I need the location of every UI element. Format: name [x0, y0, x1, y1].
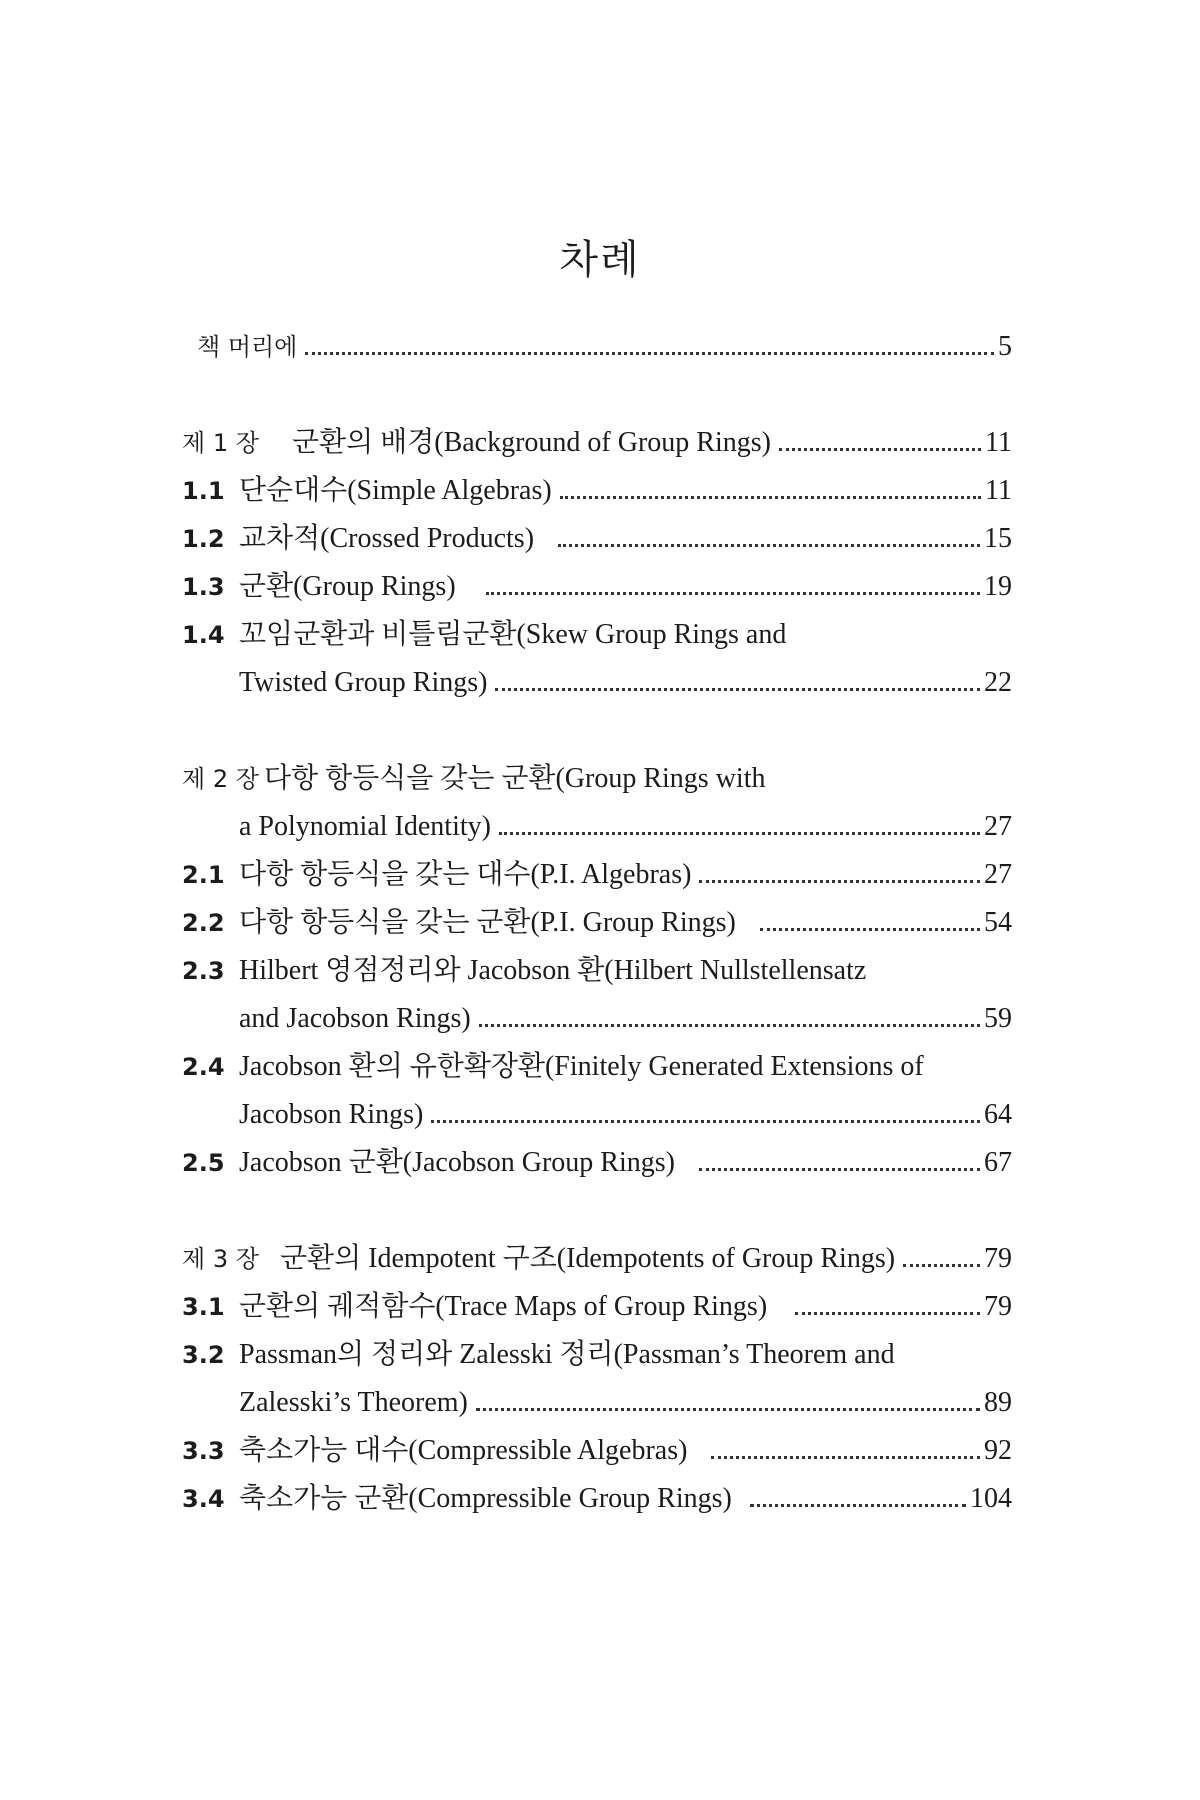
section-number: 2.2 — [182, 909, 225, 937]
dot-leader — [699, 879, 980, 883]
toc-section-1-4[interactable] — [182, 616, 1012, 654]
dot-leader — [750, 1503, 966, 1507]
section-number: 1.2 — [182, 525, 225, 553]
page-title: 차례 — [559, 237, 641, 283]
section-title: 축소가능 대수(Compressible Algebras) — [239, 1435, 688, 1466]
toc-section-3-4[interactable] — [182, 1480, 1012, 1518]
toc-page-number: 92 — [984, 1435, 1012, 1466]
toc-page-number: 67 — [984, 1147, 1012, 1178]
section-title: Passman의 정리와 Zalesski 정리(Passman’s Theorem and — [239, 1339, 895, 1370]
toc-section-2-1[interactable] — [182, 856, 1012, 894]
toc-page-number: 19 — [984, 571, 1012, 602]
dot-leader — [499, 831, 980, 835]
dot-leader — [795, 1311, 980, 1315]
section-title-continued: and Jacobson Rings) — [239, 1003, 471, 1034]
chapter-title: 군환의 배경(Background of Group Rings) — [292, 427, 771, 458]
toc-section-2-3[interactable] — [182, 952, 1012, 990]
toc-section-1-2[interactable] — [182, 520, 1012, 558]
section-title: 단순대수(Simple Algebras) — [239, 475, 552, 506]
dot-leader — [779, 447, 981, 451]
dot-leader — [486, 591, 980, 595]
section-title-continued: Zalesski’s Theorem) — [239, 1387, 468, 1418]
toc-section-2-3-continued[interactable] — [239, 1000, 1012, 1038]
chapter-prefix: 제 3 장 — [182, 1245, 259, 1273]
toc-section-3-2-continued[interactable] — [239, 1384, 1012, 1422]
toc-chapter-2[interactable] — [182, 760, 1012, 798]
dot-leader — [560, 495, 981, 499]
toc-entry-label: 책 머리에 — [197, 333, 298, 361]
section-title-continued: Jacobson Rings) — [239, 1099, 424, 1130]
section-number: 2.5 — [182, 1149, 225, 1177]
section-number: 1.3 — [182, 573, 225, 601]
dot-leader — [711, 1455, 980, 1459]
section-title: Hilbert 영점정리와 Jacobson 환(Hilbert Nullstellensatz — [239, 955, 867, 986]
toc-chapter-1[interactable] — [182, 424, 1012, 462]
section-title: 다항 항등식을 갖는 대수(P.I. Algebras) — [239, 859, 692, 890]
toc-chapter-2-continued[interactable] — [239, 808, 1012, 846]
toc-section-2-5[interactable] — [182, 1144, 1012, 1182]
section-title: 꼬임군환과 비틀림군환(Skew Group Rings and — [239, 619, 787, 650]
toc-page-number: 11 — [985, 427, 1012, 458]
toc-section-2-4-continued[interactable] — [239, 1096, 1012, 1134]
dot-leader — [431, 1119, 980, 1123]
toc-page-number: 54 — [984, 907, 1012, 938]
chapter-prefix: 제 2 장 — [182, 765, 259, 793]
dot-leader — [476, 1407, 980, 1411]
toc-page-number: 27 — [984, 859, 1012, 890]
toc-section-2-2[interactable] — [182, 904, 1012, 942]
toc-page-number: 79 — [984, 1291, 1012, 1322]
section-title-continued: Twisted Group Rings) — [239, 667, 488, 698]
toc-page-number: 11 — [985, 475, 1012, 506]
toc-section-1-3[interactable] — [182, 568, 1012, 606]
dot-leader — [903, 1263, 980, 1267]
section-title: 군환(Group Rings) — [239, 571, 456, 602]
toc-page-number: 27 — [984, 811, 1012, 842]
section-title: 군환의 궤적함수(Trace Maps of Group Rings) — [239, 1291, 768, 1322]
dot-leader — [699, 1167, 980, 1171]
toc-section-3-1[interactable] — [182, 1288, 1012, 1326]
toc-section-3-3[interactable] — [182, 1432, 1012, 1470]
section-number: 1.1 — [182, 477, 225, 505]
section-title: 축소가능 군환(Compressible Group Rings) — [239, 1483, 732, 1514]
section-number: 3.4 — [182, 1485, 225, 1513]
chapter-prefix: 제 1 장 — [182, 429, 259, 457]
chapter-title: 군환의 Idempotent 구조(Idempotents of Group Rings) — [280, 1243, 896, 1274]
chapter-title: 다항 항등식을 갖는 군환(Group Rings with — [264, 763, 766, 794]
toc-chapter-3[interactable] — [182, 1240, 1012, 1278]
section-title: 다항 항등식을 갖는 군환(P.I. Group Rings) — [239, 907, 736, 938]
toc-section-1-1[interactable] — [182, 472, 1012, 510]
chapter-title-continued: a Polynomial Identity) — [239, 811, 491, 842]
toc-section-3-2[interactable] — [182, 1336, 1012, 1374]
toc-page-number: 64 — [984, 1099, 1012, 1130]
section-number: 2.1 — [182, 861, 225, 889]
toc-page-number: 79 — [984, 1243, 1012, 1274]
toc-page-number: 59 — [984, 1003, 1012, 1034]
dot-leader — [305, 351, 994, 355]
dot-leader — [495, 687, 980, 691]
section-number: 2.4 — [182, 1053, 225, 1081]
section-number: 3.3 — [182, 1437, 225, 1465]
toc-section-2-4[interactable] — [182, 1048, 1012, 1086]
dot-leader — [558, 543, 980, 547]
toc-page-number: 22 — [984, 667, 1012, 698]
section-number: 1.4 — [182, 621, 225, 649]
dot-leader — [760, 927, 980, 931]
section-number: 3.2 — [182, 1341, 225, 1369]
toc-page-number: 15 — [984, 523, 1012, 554]
toc-section-1-4-continued[interactable] — [239, 664, 1012, 702]
toc-page-number: 89 — [984, 1387, 1012, 1418]
dot-leader — [479, 1023, 980, 1027]
section-title: 교차적(Crossed Products) — [239, 523, 535, 554]
toc-page-number: 5 — [998, 331, 1012, 362]
section-number: 3.1 — [182, 1293, 225, 1321]
toc-entry-preface[interactable] — [197, 328, 1012, 366]
section-number: 2.3 — [182, 957, 225, 985]
section-title: Jacobson 환의 유한확장환(Finitely Generated Extensions of — [239, 1051, 924, 1082]
section-title: Jacobson 군환(Jacobson Group Rings) — [239, 1147, 675, 1178]
toc-page-number: 104 — [970, 1483, 1012, 1514]
